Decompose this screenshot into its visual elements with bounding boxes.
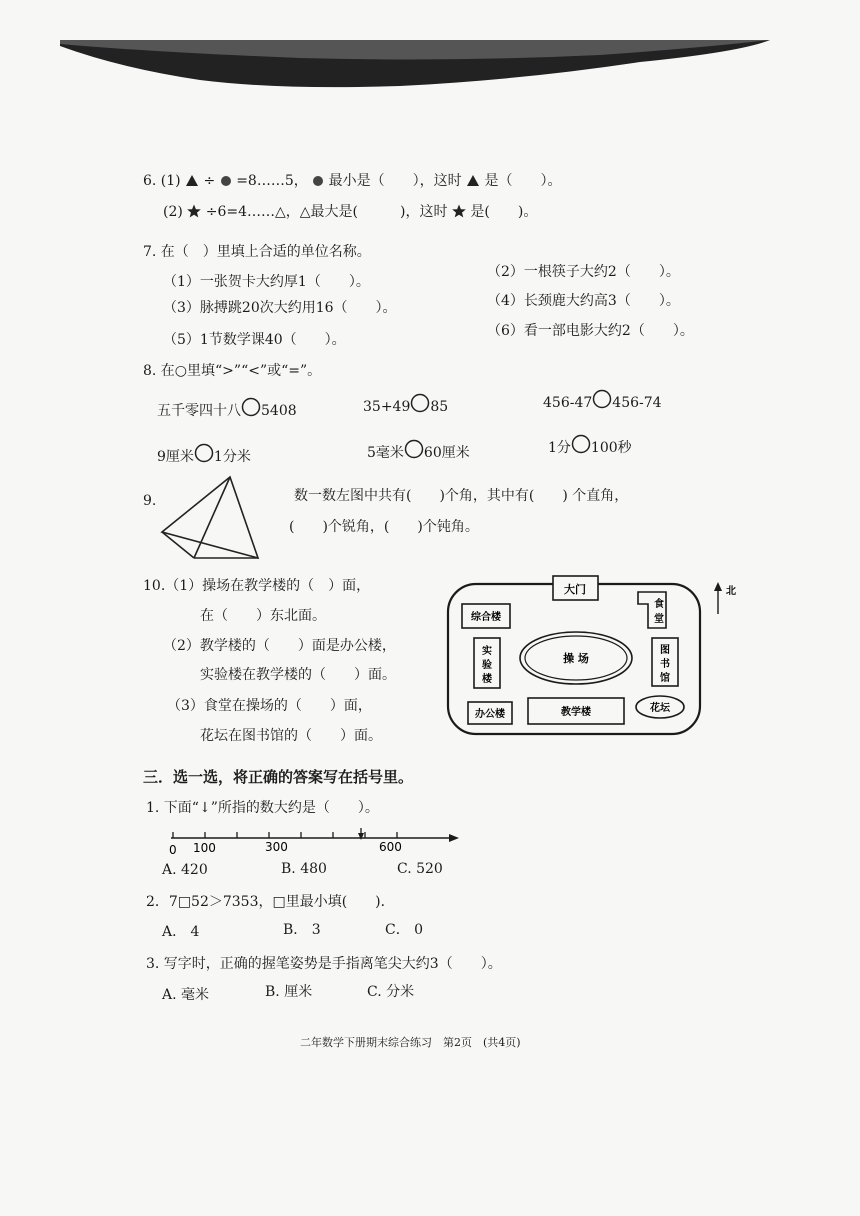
triangle-icon: [185, 174, 199, 187]
circle-filled-icon: [312, 175, 324, 187]
s3-q3-option-b: B. 厘米: [265, 984, 313, 1000]
q10-line-4: 实验楼在教学楼的（ ）面。: [200, 667, 396, 683]
s3-q2-option-b: B． 3: [283, 922, 321, 938]
q8-item-5: 5毫米 60厘米: [367, 439, 470, 462]
q8-item-1: 五千零四十八 5408: [157, 397, 297, 420]
s3-q1-option-b: B. 480: [281, 861, 327, 877]
q7-item-6: （6）看一部电影大约2（ ）。: [487, 323, 694, 339]
q8-title: 8. 在○里填“>”“<”或“=”。: [143, 363, 322, 379]
circle-filled-icon: [220, 175, 232, 187]
q8-item-6: 1分 100秒: [548, 434, 632, 457]
garden-label: 花坛: [650, 703, 670, 714]
lab-label-2: 验: [482, 660, 492, 671]
north-label: 北: [726, 586, 736, 597]
complex-label: 综合楼: [471, 612, 501, 623]
answer-circle[interactable]: [194, 443, 214, 463]
q6-line1: 6. (1) ÷ =8……5， 最小是（ ），这时 是（ ）。: [143, 173, 562, 189]
q8-item-2: 35+49 85: [363, 393, 448, 416]
q6-line2: (2) ÷6=4……△，△最大是( )，这时 是( )。: [163, 204, 538, 220]
s3-q1-text: 1. 下面“↓”所指的数大约是（ ）。: [146, 800, 379, 816]
s3-q2-option-c: C． 0: [385, 922, 424, 938]
star-icon: [452, 204, 466, 218]
s3-q1-option-c: C. 520: [397, 861, 443, 877]
q7-title: 7. 在（ ）里填上合适的单位名称。: [143, 244, 371, 260]
q7-item-5: （5）1节数学课40（ ）。: [163, 332, 346, 348]
scan-shadow: [0, 0, 860, 110]
page-footer: 二年数学下册期末综合练习 第2页 (共4页): [300, 1036, 521, 1049]
canteen-label-1: 食: [654, 599, 664, 610]
q6-num: 6. (1): [143, 173, 181, 189]
q7-item-2: （2）一根筷子大约2（ ）。: [487, 264, 680, 280]
library-label-2: 书: [660, 659, 670, 670]
lab-label-3: 楼: [482, 674, 492, 685]
q10-line-5: （3）食堂在操场的（ ）面，: [167, 698, 372, 714]
q7-item-3: （3）脉搏跳20次大约用16（ ）。: [163, 300, 397, 316]
library-label-1: 图: [660, 645, 670, 656]
q9-line2: ( )个锐角，( )个钝角。: [289, 519, 479, 535]
section3-title: 三．选一选，将正确的答案写在括号里。: [143, 768, 414, 786]
s3-q2-text: 2．7□52＞7353，□里最小填( )．: [146, 894, 395, 910]
s3-q2-option-a: A． 4: [162, 924, 200, 940]
triangle-icon: [466, 174, 480, 187]
s3-q1-option-a: A. 420: [162, 862, 208, 878]
canteen-label-2: 堂: [654, 614, 664, 625]
tick-label-600: 600: [379, 840, 402, 854]
star-icon: [187, 204, 201, 218]
answer-circle[interactable]: [404, 439, 424, 459]
q7-item-1: （1）一张贺卡大约厚1（ ）。: [163, 274, 370, 290]
answer-circle[interactable]: [571, 434, 591, 454]
answer-circle[interactable]: [410, 393, 430, 413]
q8-item-3: 456-47 456-74: [543, 389, 662, 412]
playground-label: 操 场: [563, 652, 589, 665]
teaching-label: 教学楼: [561, 707, 591, 718]
q10-line-6: 花坛在图书馆的（ ）面。: [200, 728, 382, 744]
tick-label-0: 0: [169, 843, 177, 856]
q9-line1: 数一数左图中共有( )个角，其中有( ) 个直角，: [294, 488, 629, 504]
s3-q3-option-a: A. 毫米: [162, 987, 210, 1003]
answer-circle[interactable]: [592, 389, 612, 409]
tick-label-100: 100: [193, 841, 216, 855]
office-label: 办公楼: [475, 709, 505, 720]
q8-item-4: 9厘米 1分米: [157, 443, 251, 466]
s3-q3-option-c: C. 分米: [367, 984, 415, 1000]
library-label-3: 馆: [660, 673, 670, 684]
q10-line-2: 在（ ）东北面。: [200, 608, 326, 624]
s3-q3-text: 3. 写字时，正确的握笔姿势是手指离笔尖大约3（ ）。: [146, 956, 502, 972]
angle-figure: [158, 474, 268, 564]
q10-line-3: （2）教学楼的（ ）面是办公楼，: [163, 638, 396, 654]
answer-circle[interactable]: [241, 397, 261, 417]
number-line: [163, 828, 463, 856]
gate-label: 大门: [564, 583, 586, 596]
q7-item-4: （4）长颈鹿大约高3（ ）。: [487, 293, 680, 309]
q9-num: 9.: [143, 493, 157, 509]
campus-map: [440, 570, 740, 740]
tick-label-300: 300: [265, 840, 288, 854]
q10-line-1: 10.（1）操场在教学楼的（ ）面，: [143, 578, 371, 594]
lab-label-1: 实: [482, 646, 492, 657]
